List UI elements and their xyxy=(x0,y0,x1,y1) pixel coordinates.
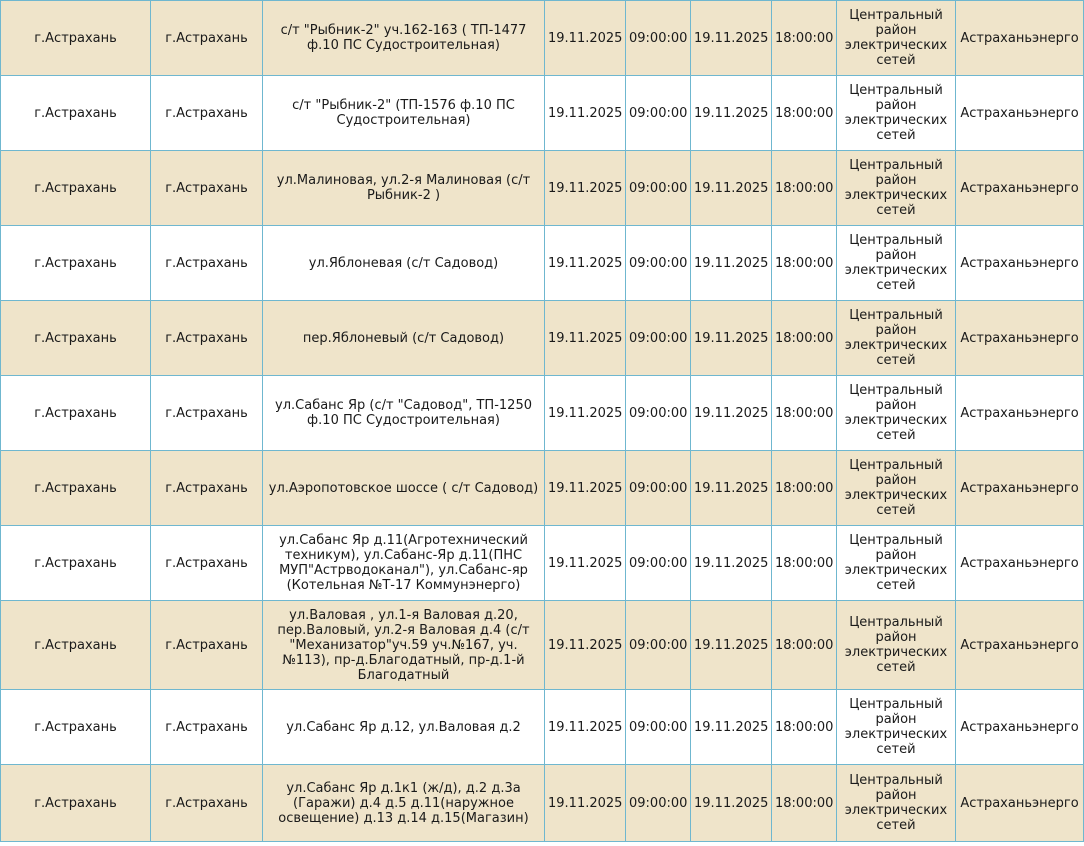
end-date-cell: 19.11.2025 xyxy=(691,376,772,451)
locality-cell: г.Астрахань xyxy=(151,376,263,451)
table-row xyxy=(1,690,1084,765)
start-time-cell: 09:00:00 xyxy=(626,76,691,151)
district-cell: Центральный район электрических сетей xyxy=(837,301,956,376)
city-cell: г.Астрахань xyxy=(1,690,151,765)
end-date-cell: 19.11.2025 xyxy=(691,76,772,151)
end-time-cell: 18:00:00 xyxy=(772,301,837,376)
end-date-cell: 19.11.2025 xyxy=(691,451,772,526)
locality-cell: г.Астрахань xyxy=(151,601,263,690)
end-time-cell: 18:00:00 xyxy=(772,376,837,451)
organization-cell: Астраханьэнерго xyxy=(956,765,1084,842)
district-cell: Центральный район электрических сетей xyxy=(837,451,956,526)
city-cell: г.Астрахань xyxy=(1,376,151,451)
address-cell: ул.Сабанс Яр (с/т "Садовод", ТП-1250 ф.10 ПС Судостроительная) xyxy=(263,376,545,451)
end-time-cell: 18:00:00 xyxy=(772,151,837,226)
end-date-cell: 19.11.2025 xyxy=(691,690,772,765)
end-date-cell: 19.11.2025 xyxy=(691,601,772,690)
city-cell: г.Астрахань xyxy=(1,526,151,601)
locality-cell: г.Астрахань xyxy=(151,76,263,151)
start-time-cell: 09:00:00 xyxy=(626,601,691,690)
table-row xyxy=(1,376,1084,451)
start-time-cell: 09:00:00 xyxy=(626,1,691,76)
end-date-cell: 19.11.2025 xyxy=(691,151,772,226)
address-cell: ул.Сабанс Яр д.1к1 (ж/д), д.2 д.3а (Гаражи) д.4 д.5 д.11(наружное освещение) д.13 д.14 д.15(Магазин) xyxy=(263,765,545,842)
district-cell: Центральный район электрических сетей xyxy=(837,376,956,451)
table-row xyxy=(1,765,1084,842)
city-cell: г.Астрахань xyxy=(1,76,151,151)
start-time-cell: 09:00:00 xyxy=(626,226,691,301)
city-cell: г.Астрахань xyxy=(1,451,151,526)
table-row xyxy=(1,1,1084,76)
start-time-cell: 09:00:00 xyxy=(626,451,691,526)
organization-cell: Астраханьэнерго xyxy=(956,451,1084,526)
organization-cell: Астраханьэнерго xyxy=(956,601,1084,690)
start-time-cell: 09:00:00 xyxy=(626,765,691,842)
end-date-cell: 19.11.2025 xyxy=(691,301,772,376)
city-cell: г.Астрахань xyxy=(1,301,151,376)
city-cell: г.Астрахань xyxy=(1,601,151,690)
locality-cell: г.Астрахань xyxy=(151,151,263,226)
start-date-cell: 19.11.2025 xyxy=(545,151,626,226)
table-row xyxy=(1,151,1084,226)
end-time-cell: 18:00:00 xyxy=(772,526,837,601)
district-cell: Центральный район электрических сетей xyxy=(837,151,956,226)
organization-cell: Астраханьэнерго xyxy=(956,376,1084,451)
locality-cell: г.Астрахань xyxy=(151,301,263,376)
table-row xyxy=(1,301,1084,376)
organization-cell: Астраханьэнерго xyxy=(956,151,1084,226)
address-cell: ул.Яблоневая (с/т Садовод) xyxy=(263,226,545,301)
end-date-cell: 19.11.2025 xyxy=(691,526,772,601)
organization-cell: Астраханьэнерго xyxy=(956,526,1084,601)
end-time-cell: 18:00:00 xyxy=(772,226,837,301)
city-cell: г.Астрахань xyxy=(1,151,151,226)
district-cell: Центральный район электрических сетей xyxy=(837,1,956,76)
start-date-cell: 19.11.2025 xyxy=(545,376,626,451)
table-row xyxy=(1,451,1084,526)
locality-cell: г.Астрахань xyxy=(151,226,263,301)
organization-cell: Астраханьэнерго xyxy=(956,690,1084,765)
district-cell: Центральный район электрических сетей xyxy=(837,690,956,765)
end-time-cell: 18:00:00 xyxy=(772,601,837,690)
table-body xyxy=(1,1,1084,842)
locality-cell: г.Астрахань xyxy=(151,1,263,76)
end-time-cell: 18:00:00 xyxy=(772,765,837,842)
start-time-cell: 09:00:00 xyxy=(626,526,691,601)
locality-cell: г.Астрахань xyxy=(151,451,263,526)
district-cell: Центральный район электрических сетей xyxy=(837,76,956,151)
table-row xyxy=(1,226,1084,301)
address-cell: пер.Яблоневый (с/т Садовод) xyxy=(263,301,545,376)
start-date-cell: 19.11.2025 xyxy=(545,76,626,151)
end-date-cell: 19.11.2025 xyxy=(691,1,772,76)
start-date-cell: 19.11.2025 xyxy=(545,451,626,526)
start-time-cell: 09:00:00 xyxy=(626,151,691,226)
organization-cell: Астраханьэнерго xyxy=(956,301,1084,376)
address-cell: ул.Валовая , ул.1-я Валовая д.20, пер.Валовый, ул.2-я Валовая д.4 (с/т "Механизатор"уч.59 уч.№167, уч.№113), пр-д.Благодатный, пр-д.1-й Благодатный xyxy=(263,601,545,690)
end-time-cell: 18:00:00 xyxy=(772,76,837,151)
address-cell: ул.Аэропотовское шоссе ( с/т Садовод) xyxy=(263,451,545,526)
locality-cell: г.Астрахань xyxy=(151,526,263,601)
address-cell: ул.Малиновая, ул.2-я Малиновая (с/т Рыбник-2 ) xyxy=(263,151,545,226)
end-time-cell: 18:00:00 xyxy=(772,451,837,526)
end-time-cell: 18:00:00 xyxy=(772,1,837,76)
address-cell: с/т "Рыбник-2" (ТП-1576 ф.10 ПС Судостроительная) xyxy=(263,76,545,151)
district-cell: Центральный район электрических сетей xyxy=(837,226,956,301)
end-date-cell: 19.11.2025 xyxy=(691,765,772,842)
start-time-cell: 09:00:00 xyxy=(626,690,691,765)
address-cell: с/т "Рыбник-2" уч.162-163 ( ТП-1477 ф.10 ПС Судостроительная) xyxy=(263,1,545,76)
organization-cell: Астраханьэнерго xyxy=(956,226,1084,301)
start-date-cell: 19.11.2025 xyxy=(545,690,626,765)
district-cell: Центральный район электрических сетей xyxy=(837,526,956,601)
city-cell: г.Астрахань xyxy=(1,226,151,301)
table-row xyxy=(1,526,1084,601)
end-time-cell: 18:00:00 xyxy=(772,690,837,765)
start-time-cell: 09:00:00 xyxy=(626,301,691,376)
district-cell: Центральный район электрических сетей xyxy=(837,601,956,690)
address-cell: ул.Сабанс Яр д.12, ул.Валовая д.2 xyxy=(263,690,545,765)
organization-cell: Астраханьэнерго xyxy=(956,76,1084,151)
city-cell: г.Астрахань xyxy=(1,1,151,76)
address-cell: ул.Сабанс Яр д.11(Агротехнический техникум), ул.Сабанс-Яр д.11(ПНС МУП"Астрводоканал"), ул.Сабанс-яр (Котельная №Т-17 Коммунэнерго) xyxy=(263,526,545,601)
start-time-cell: 09:00:00 xyxy=(626,376,691,451)
city-cell: г.Астрахань xyxy=(1,765,151,842)
end-date-cell: 19.11.2025 xyxy=(691,226,772,301)
start-date-cell: 19.11.2025 xyxy=(545,301,626,376)
table-row xyxy=(1,601,1084,690)
locality-cell: г.Астрахань xyxy=(151,690,263,765)
start-date-cell: 19.11.2025 xyxy=(545,765,626,842)
table-row xyxy=(1,76,1084,151)
start-date-cell: 19.11.2025 xyxy=(545,226,626,301)
organization-cell: Астраханьэнерго xyxy=(956,1,1084,76)
district-cell: Центральный район электрических сетей xyxy=(837,765,956,842)
locality-cell: г.Астрахань xyxy=(151,765,263,842)
start-date-cell: 19.11.2025 xyxy=(545,601,626,690)
start-date-cell: 19.11.2025 xyxy=(545,1,626,76)
start-date-cell: 19.11.2025 xyxy=(545,526,626,601)
